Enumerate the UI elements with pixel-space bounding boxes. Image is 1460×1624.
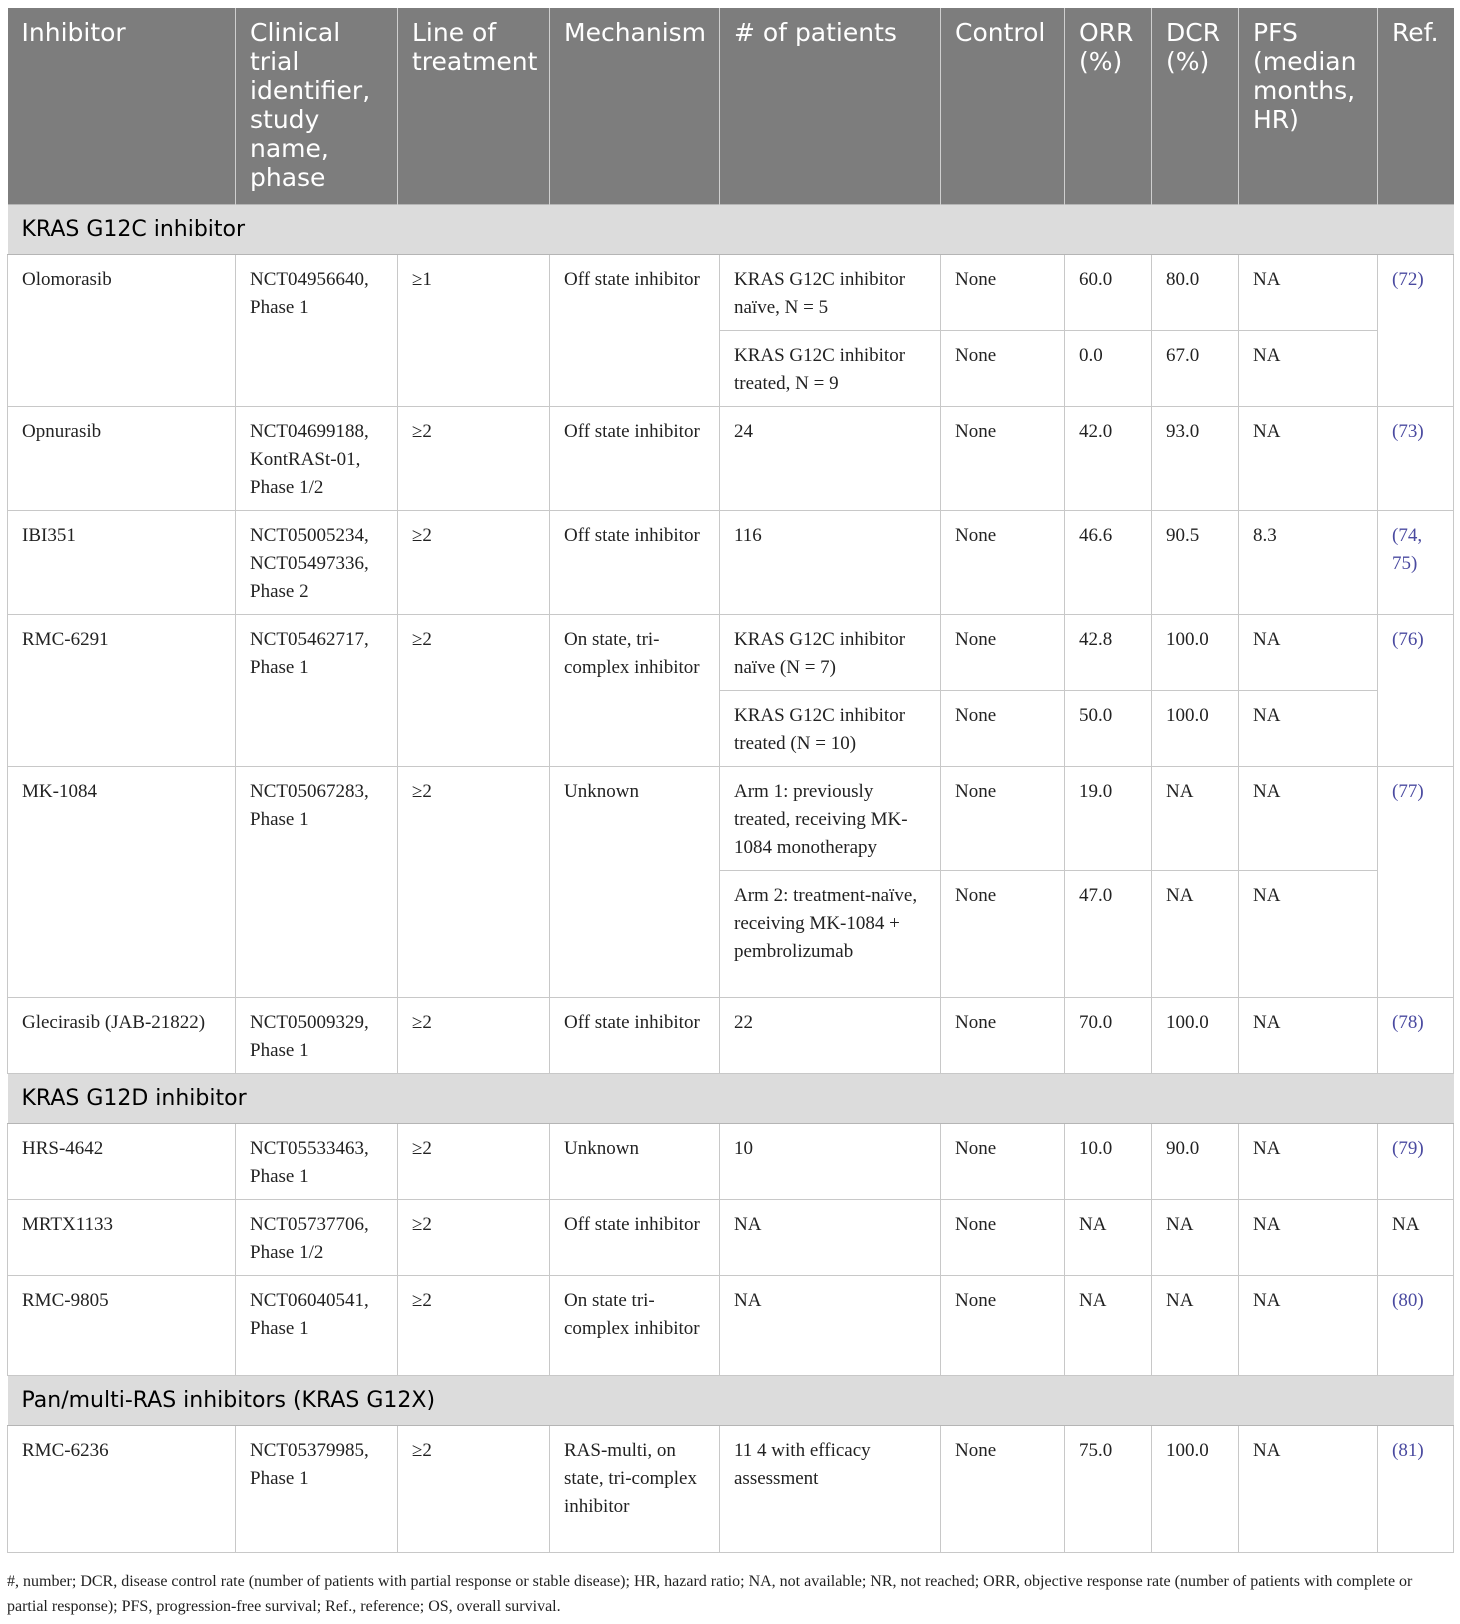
orr-cell: 42.8	[1065, 615, 1152, 691]
dcr-cell: 80.0	[1152, 255, 1239, 331]
dcr-cell: 90.5	[1152, 511, 1239, 615]
inhibitor-cell: RMC-6291	[8, 615, 236, 767]
section-title: Pan/multi-RAS inhibitors (KRAS G12X)	[8, 1376, 1454, 1426]
orr-cell: NA	[1065, 1200, 1152, 1276]
orr-cell: 47.0	[1065, 871, 1152, 998]
dcr-cell: NA	[1152, 767, 1239, 871]
orr-cell: 42.0	[1065, 407, 1152, 511]
orr-cell: 60.0	[1065, 255, 1152, 331]
pfs-cell: NA	[1239, 1200, 1378, 1276]
pfs-cell: NA	[1239, 255, 1378, 331]
pfs-cell: 8.3	[1239, 511, 1378, 615]
reference-cell: (74, 75)	[1378, 511, 1454, 615]
reference-cell: (78)	[1378, 998, 1454, 1074]
line-cell: ≥2	[398, 1200, 550, 1276]
table-row	[8, 767, 1454, 871]
table-body	[8, 205, 1454, 1553]
reference-cell: (77)	[1378, 767, 1454, 998]
pfs-cell: NA	[1239, 691, 1378, 767]
inhibitor-cell: IBI351	[8, 511, 236, 615]
control-cell: None	[941, 1426, 1065, 1553]
trial-cell: NCT04699188, KontRASt-01, Phase 1/2	[236, 407, 398, 511]
line-cell: ≥2	[398, 615, 550, 767]
orr-cell: 46.6	[1065, 511, 1152, 615]
inhibitor-cell: MRTX1133	[8, 1200, 236, 1276]
line-cell: ≥2	[398, 1276, 550, 1376]
mechanism-cell: Off state inhibitor	[550, 407, 720, 511]
dcr-cell: 100.0	[1152, 998, 1239, 1074]
trial-cell: NCT04956640, Phase 1	[236, 255, 398, 407]
pfs-cell: NA	[1239, 1276, 1378, 1376]
trial-cell: NCT05067283, Phase 1	[236, 767, 398, 998]
mechanism-cell: Off state inhibitor	[550, 255, 720, 407]
pfs-cell: NA	[1239, 767, 1378, 871]
control-cell: None	[941, 615, 1065, 691]
pfs-cell: NA	[1239, 998, 1378, 1074]
patients-cell: NA	[720, 1276, 941, 1376]
inhibitor-cell: Glecirasib (JAB-21822)	[8, 998, 236, 1074]
column-header: PFS (median months, HR)	[1239, 8, 1378, 205]
inhibitor-table	[7, 8, 1454, 1553]
mechanism-cell: Unknown	[550, 1124, 720, 1200]
section-title: KRAS G12D inhibitor	[8, 1074, 1454, 1124]
section-row	[8, 205, 1454, 255]
orr-cell: 0.0	[1065, 331, 1152, 407]
reference-cell: (81)	[1378, 1426, 1454, 1553]
control-cell: None	[941, 767, 1065, 871]
pfs-cell: NA	[1239, 871, 1378, 998]
reference-cell: (76)	[1378, 615, 1454, 767]
dcr-cell: NA	[1152, 871, 1239, 998]
mechanism-cell: Off state inhibitor	[550, 511, 720, 615]
table-row	[8, 255, 1454, 331]
column-header: ORR (%)	[1065, 8, 1152, 205]
table-row	[8, 1276, 1454, 1376]
dcr-cell: 90.0	[1152, 1124, 1239, 1200]
table-row	[8, 1426, 1454, 1553]
patients-cell: 116	[720, 511, 941, 615]
inhibitor-cell: RMC-6236	[8, 1426, 236, 1553]
column-header: Inhibitor	[8, 8, 236, 205]
control-cell: None	[941, 871, 1065, 998]
control-cell: None	[941, 511, 1065, 615]
mechanism-cell: Unknown	[550, 767, 720, 998]
patients-cell: KRAS G12C inhibitor treated (N = 10)	[720, 691, 941, 767]
trial-cell: NCT05005234, NCT05497336, Phase 2	[236, 511, 398, 615]
table-container	[7, 8, 1453, 1553]
pfs-cell: NA	[1239, 407, 1378, 511]
column-header: DCR (%)	[1152, 8, 1239, 205]
column-header: Ref.	[1378, 8, 1454, 205]
line-cell: ≥2	[398, 1124, 550, 1200]
table-row	[8, 1124, 1454, 1200]
reference-cell: (72)	[1378, 255, 1454, 407]
mechanism-cell: Off state inhibitor	[550, 998, 720, 1074]
mechanism-cell: RAS-multi, on state, tri-complex inhibitor	[550, 1426, 720, 1553]
trial-cell: NCT05462717, Phase 1	[236, 615, 398, 767]
dcr-cell: 100.0	[1152, 691, 1239, 767]
header-row	[8, 8, 1454, 205]
line-cell: ≥1	[398, 255, 550, 407]
dcr-cell: 93.0	[1152, 407, 1239, 511]
control-cell: None	[941, 1276, 1065, 1376]
dcr-cell: NA	[1152, 1276, 1239, 1376]
column-header: Line of treatment	[398, 8, 550, 205]
section-row	[8, 1074, 1454, 1124]
reference-cell: (79)	[1378, 1124, 1454, 1200]
line-cell: ≥2	[398, 998, 550, 1074]
orr-cell: NA	[1065, 1276, 1152, 1376]
patients-cell: KRAS G12C inhibitor naïve, N = 5	[720, 255, 941, 331]
control-cell: None	[941, 331, 1065, 407]
orr-cell: 50.0	[1065, 691, 1152, 767]
trial-cell: NCT05379985, Phase 1	[236, 1426, 398, 1553]
patients-cell: 24	[720, 407, 941, 511]
orr-cell: 19.0	[1065, 767, 1152, 871]
line-cell: ≥2	[398, 1426, 550, 1553]
inhibitor-cell: HRS-4642	[8, 1124, 236, 1200]
dcr-cell: NA	[1152, 1200, 1239, 1276]
table-footnote: #, number; DCR, disease control rate (number of patients with partial response or stable disease); HR, hazard ratio; NA, not available; NR, not reached; ORR, objective response rate (number of patients with complete or partial response); PFS, progression-free survival; Ref., reference; OS, overall survival.	[7, 1573, 1413, 1615]
patients-cell: KRAS G12C inhibitor naïve (N = 7)	[720, 615, 941, 691]
column-header: Control	[941, 8, 1065, 205]
table-header	[8, 8, 1454, 205]
pfs-cell: NA	[1239, 1124, 1378, 1200]
orr-cell: 10.0	[1065, 1124, 1152, 1200]
patients-cell: NA	[720, 1200, 941, 1276]
reference-cell: (73)	[1378, 407, 1454, 511]
control-cell: None	[941, 691, 1065, 767]
dcr-cell: 67.0	[1152, 331, 1239, 407]
inhibitor-cell: Opnurasib	[8, 407, 236, 511]
table-row	[8, 511, 1454, 615]
pfs-cell: NA	[1239, 1426, 1378, 1553]
section-title: KRAS G12C inhibitor	[8, 205, 1454, 255]
column-header: Mechanism	[550, 8, 720, 205]
control-cell: None	[941, 255, 1065, 331]
inhibitor-cell: MK-1084	[8, 767, 236, 998]
line-cell: ≥2	[398, 511, 550, 615]
control-cell: None	[941, 1124, 1065, 1200]
dcr-cell: 100.0	[1152, 615, 1239, 691]
inhibitor-cell: RMC-9805	[8, 1276, 236, 1376]
control-cell: None	[941, 998, 1065, 1074]
mechanism-cell: On state, tri-complex inhibitor	[550, 615, 720, 767]
table-row	[8, 407, 1454, 511]
orr-cell: 75.0	[1065, 1426, 1152, 1553]
dcr-cell: 100.0	[1152, 1426, 1239, 1553]
trial-cell: NCT05533463, Phase 1	[236, 1124, 398, 1200]
column-header: Clinical trial identifier, study name, phase	[236, 8, 398, 205]
mechanism-cell: On state tri-complex inhibitor	[550, 1276, 720, 1376]
orr-cell: 70.0	[1065, 998, 1152, 1074]
patients-cell: Arm 1: previously treated, receiving MK-1084 monotherapy	[720, 767, 941, 871]
trial-cell: NCT05737706, Phase 1/2	[236, 1200, 398, 1276]
pfs-cell: NA	[1239, 331, 1378, 407]
trial-cell: NCT05009329, Phase 1	[236, 998, 398, 1074]
line-cell: ≥2	[398, 767, 550, 998]
reference-cell: (80)	[1378, 1276, 1454, 1376]
table-row	[8, 1200, 1454, 1276]
control-cell: None	[941, 407, 1065, 511]
reference-cell: NA	[1378, 1200, 1454, 1276]
patients-cell: 10	[720, 1124, 941, 1200]
section-row	[8, 1376, 1454, 1426]
column-header: # of patients	[720, 8, 941, 205]
trial-cell: NCT06040541, Phase 1	[236, 1276, 398, 1376]
mechanism-cell: Off state inhibitor	[550, 1200, 720, 1276]
inhibitor-cell: Olomorasib	[8, 255, 236, 407]
table-row	[8, 615, 1454, 691]
line-cell: ≥2	[398, 407, 550, 511]
table-row	[8, 998, 1454, 1074]
patients-cell: 11 4 with efficacy assessment	[720, 1426, 941, 1553]
control-cell: None	[941, 1200, 1065, 1276]
patients-cell: KRAS G12C inhibitor treated, N = 9	[720, 331, 941, 407]
pfs-cell: NA	[1239, 615, 1378, 691]
patients-cell: Arm 2: treatment-naïve, receiving MK-1084 + pembrolizumab	[720, 871, 941, 998]
patients-cell: 22	[720, 998, 941, 1074]
